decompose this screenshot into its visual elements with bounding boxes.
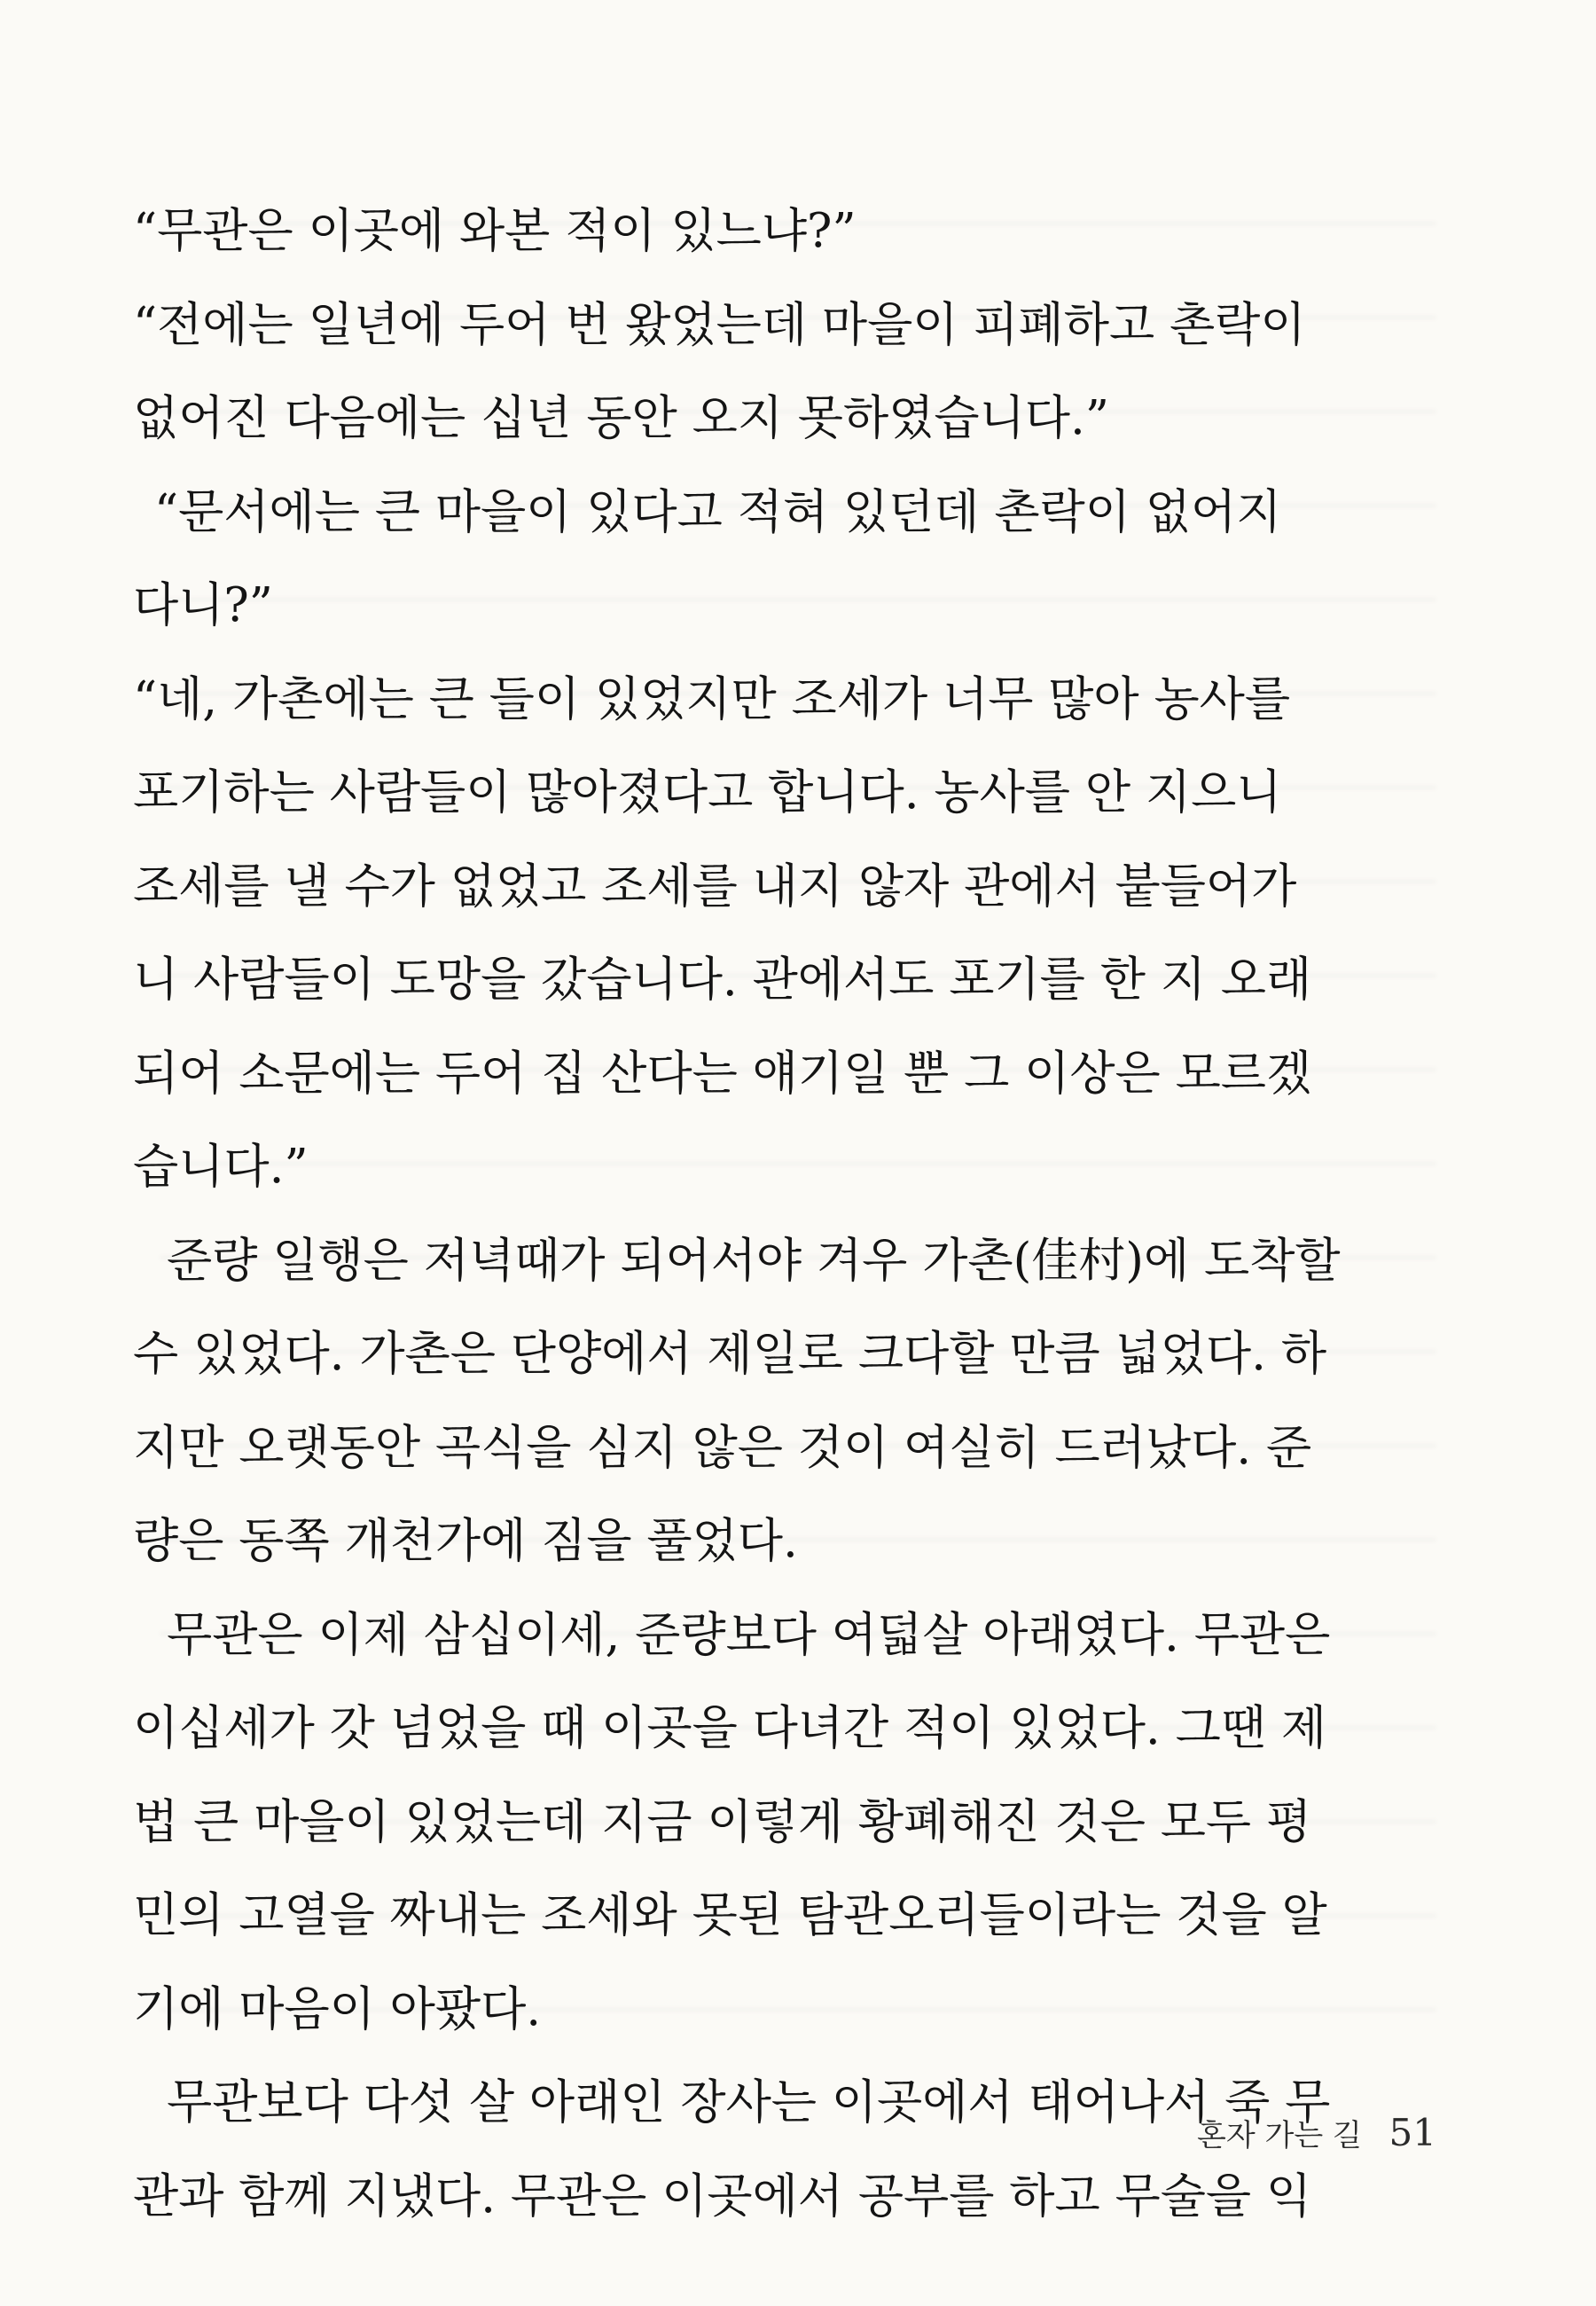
text-line: “문서에는 큰 마을이 있다고 적혀 있던데 촌락이 없어지 [154, 484, 1282, 539]
text-line: 니 사람들이 도망을 갔습니다. 관에서도 포기를 한 지 오래 [133, 953, 1312, 1007]
text-line: 무관보다 다섯 살 아래인 장사는 이곳에서 태어나서 죽 무 [167, 2075, 1331, 2130]
text-line: “무관은 이곳에 와본 적이 있느냐?” [133, 204, 857, 258]
text-line: 법 큰 마을이 있었는데 지금 이렇게 황폐해진 것은 모두 평 [133, 1794, 1312, 1849]
text-line: 이십세가 갓 넘었을 때 이곳을 다녀간 적이 있었다. 그땐 제 [133, 1701, 1327, 1755]
text-line: 수 있었다. 가촌은 단양에서 제일로 크다할 만큼 넓었다. 하 [133, 1327, 1327, 1381]
text-line: 무관은 이제 삼십이세, 준량보다 여덟살 아래였다. 무관은 [167, 1607, 1331, 1662]
text-line: 지만 오랫동안 곡식을 심지 않은 것이 여실히 드러났다. 준 [133, 1420, 1312, 1475]
running-title: 혼자 가는 길 [1196, 2118, 1362, 2153]
text-line: 준량 일행은 저녁때가 되어서야 겨우 가촌(佳村)에 도착할 [167, 1233, 1341, 1288]
page-footer [904, 2106, 1436, 2160]
text-line: 량은 동쪽 개천가에 짐을 풀었다. [133, 1514, 798, 1568]
text-line: 없어진 다음에는 십년 동안 오지 못하였습니다.” [133, 391, 1109, 445]
text-line: “네, 가촌에는 큰 들이 있었지만 조세가 너무 많아 농사를 [133, 671, 1291, 726]
text-line: 습니다.” [133, 1140, 309, 1194]
text-line: 되어 소문에는 두어 집 산다는 얘기일 뿐 그 이상은 모르겠 [133, 1046, 1312, 1101]
text-line: 다니?” [133, 578, 273, 632]
text-line: 포기하는 사람들이 많아졌다고 합니다. 농사를 안 지으니 [133, 765, 1282, 820]
text-line: “전에는 일년에 두어 번 왔었는데 마을이 피폐하고 촌락이 [133, 297, 1306, 352]
text-line: 조세를 낼 수가 없었고 조세를 내지 않자 관에서 붙들어가 [133, 859, 1297, 914]
text-line: 민의 고열을 짜내는 조세와 못된 탐관오리들이라는 것을 알 [133, 1888, 1327, 1942]
text-line: 기에 마음이 아팠다. [133, 1981, 542, 2036]
page-number: 51 [1389, 2111, 1436, 2154]
text-line: 관과 함께 지냈다. 무관은 이곳에서 공부를 하고 무술을 익 [133, 2169, 1312, 2224]
